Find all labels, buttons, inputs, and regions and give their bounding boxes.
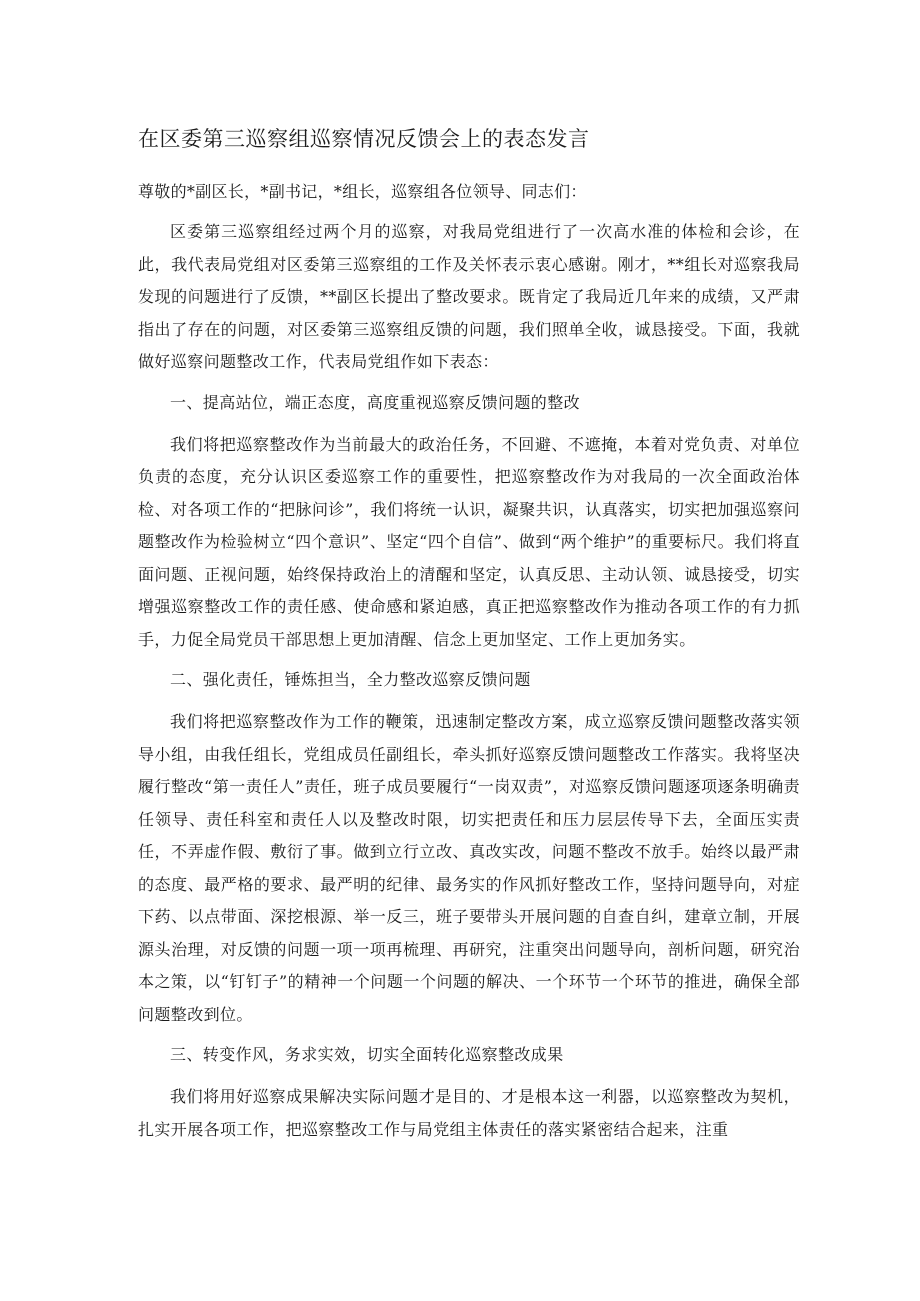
section-3-body: 我们将用好巡察成果解决实际问题才是目的、才是根本这一利器，以巡察整改为契机，扎实开展各项工作，把巡察整改工作与局党组主体责任的落实紧密结合起来，注重: [138, 1087, 800, 1139]
intro-paragraph: 区委第三巡察组经过两个月的巡察，对我局党组进行了一次高水准的体检和会诊，在此，我代表局党组对区委第三巡察组的工作及关怀表示衷心感谢。刚才，**组长对巡察我局发现的问题进行了反馈，**副区长提出了整改要求。既肯定了我局近几年来的成绩，又严肃指出了存在的问题，对区委第三巡察组反馈的问题，我们照单全收，诚恳接受。下面，我就做好巡察问题整改工作，代表局党组作如下表态：: [138, 222, 800, 371]
section-1-body: 我们将把巡察整改作为当前最大的政治任务，不回避、不遮掩，本着对党负责、对单位负责的态度，充分认识区委巡察工作的重要性，把巡察整改作为对我局的一次全面政治体检、对各项工作的“把脉问诊”，我们将统一认识，凝聚共识，认真落实，切实把加强巡察问题整改作为检验树立“四个意识”、坚定“四个自信”、做到“两个维护”的重要标尺。我们将直面问题、正视问题，始终保持政治上的清醒和坚定，认真反思、主动认领、诚恳接受，切实增强巡察整改工作的责任感、使命感和紧迫感，真正把巡察整改作为推动各项工作的有力抓手，力促全局党员干部思想上更加清醒、信念上更加坚定、工作上更加务实。: [138, 434, 800, 649]
salutation: 尊敬的*副区长，*副书记，*组长，巡察组各位领导、同志们：: [138, 182, 587, 201]
document-title: 在区委第三巡察组巡察情况反馈会上的表态发言: [138, 127, 590, 151]
section-2-body: 我们将把巡察整改作为工作的鞭策，迅速制定整改方案，成立巡察反馈问题整改落实领导小组，由我任组长，党组成员任副组长，牵头抓好巡察反馈问题整改工作落实。我将坚决履行整改“第一责任人”责任，班子成员要履行“一岗双责”，对巡察反馈问题逐项逐条明确责任领导、责任科室和责任人以及整改时限，切实把责任和压力层层传导下去，全面压实责任，不弄虚作假、敷衍了事。做到立行立改、真改实改，问题不整改不放手。始终以最严肃的态度、最严格的要求、最严明的纪律、最务实的作风抓好整改工作，坚持问题导向，对症下药、以点带面、深挖根源、举一反三，班子要带头开展问题的自查自纠，建章立制，开展源头治理，对反馈的问题一项一项再梳理、再研究，注重突出问题导向，剖析问题，研究治本之策，以“钉钉子”的精神一个问题一个问题的解决、一个环节一个环节的推进，确保全部问题整改到位。: [138, 712, 800, 1024]
document-page: [138, 124, 800, 1158]
section-1-heading: 一、提高站位，端正态度，高度重视巡察反馈问题的整改: [170, 392, 581, 412]
section-2-heading: 二、强化责任，锤炼担当，全力整改巡察反馈问题: [170, 670, 531, 689]
section-3-heading: 三、转变作风，务求实效，切实全面转化巡察整改成果: [170, 1045, 564, 1064]
